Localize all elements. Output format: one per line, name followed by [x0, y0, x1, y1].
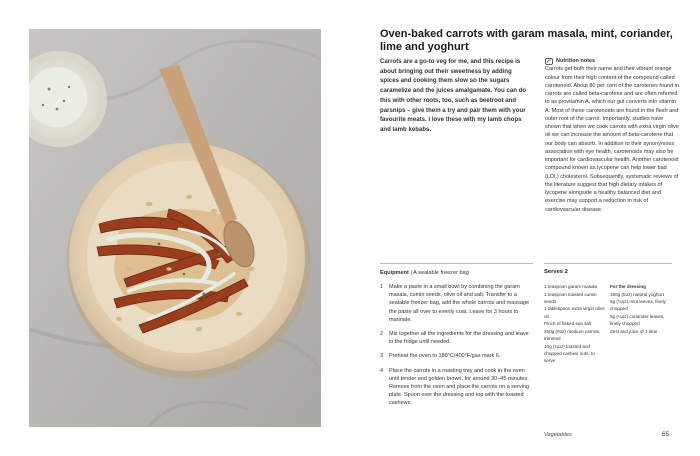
recipe-title: Oven-baked carrots with garam masala, mint, coriander, lime and yoghurt	[380, 28, 673, 53]
step-number: 1	[380, 284, 384, 290]
ingredient-item: 10g (¼oz) toasted and chopped cashew nuts, to serve	[544, 343, 595, 363]
section-label: Vegetables	[544, 432, 572, 438]
nutrition-heading-row	[545, 57, 680, 65]
ingredient-item: 1 teaspoon garam masala	[544, 284, 598, 289]
step-number: 2	[380, 331, 384, 338]
ingredients-main	[544, 283, 606, 365]
method-step	[380, 330, 530, 346]
divider-method	[380, 263, 533, 264]
step-text: Preheat the oven to 180°C/400°F/gas mark 6.	[389, 353, 501, 360]
step-number: 3	[380, 353, 384, 360]
ingredient-item: Zest and juice of 1 lime	[610, 328, 658, 334]
equipment-text: A sealable freezer bag	[413, 270, 469, 276]
equipment-line	[380, 269, 530, 277]
step-text: Mix together all the ingredients for the dressing and leave in the fridge until needed.	[389, 331, 529, 346]
ingredient-item: 150g (5oz) natural yoghurt	[610, 291, 664, 297]
method-step	[380, 367, 530, 408]
dressing-heading: For the dressing	[610, 284, 646, 289]
ingredients-dressing	[610, 283, 672, 336]
ingredient-item: 1 tablespoon extra virgin olive oil	[544, 306, 605, 319]
ingredient-item: 250g (9oz) medium carrots, trimmed	[544, 328, 601, 342]
ingredient-item: 5g (¼oz) mint leaves, finely chopped	[610, 299, 666, 312]
leaf-icon	[545, 58, 553, 65]
step-text: Make a paste in a small bowl by combining the garam masala, cumin seeds, olive oil and salt. Transfer to a sealable freezer bag, add the whole carrots and massage the paste all over to evenly coat. Leave for 3 hours to marinate.	[389, 284, 530, 323]
ingredient-item: 5g (¼oz) coriander leaves, finely chopped	[610, 314, 665, 327]
method-step	[380, 352, 530, 360]
nutrition-body: Carrots get both their name and their vibrant orange colour from their high content of the compound called carotenoid. About 80 per cent of the carotenes found in carrots are called beta-carotene and are often referred to as provitamin A, which our gut converts into vitamin A. Most of these carotenoids are found in the flesh and outer root of the carrot. Importantly, studies have shown that when we cook carrots with extra virgin olive oil we can increase the amount of beta-carotene that our body can absorb. In addition to their synonymous association with eye health, carotenoids may also be important for cardiovascular health. Another carotenoid compound known as lycopene can help lower bad (LDL) cholesterol. Subsequently, systematic reviews of the literature suggest that high dietary intakes of lycopene alongside a healthy balanced diet and exercise may support a reduction in risk of cardiovascular disease.	[545, 66, 679, 213]
ingredient-item: Pinch of flaked sea salt	[544, 321, 592, 327]
equipment-label: Equipment	[380, 270, 409, 276]
recipe-intro: Carrots are a go-to veg for me, and this recipe is about bringing out their sweetness by adding spices and cooking them slow so the sugars caramelize and the juices amalgamate. You can do this with other roots, too, such as beetroot and parsnips – give them a try and pair them with your favourite meats. I love these with my lamb chops and lamb kebabs.	[380, 58, 527, 133]
equipment-separator: |	[410, 270, 412, 276]
page-number: 65	[662, 431, 670, 438]
ingredient-item: 1 teaspoon toasted cumin seeds	[544, 291, 597, 304]
nutrition-notes	[545, 57, 680, 214]
nutrition-heading: Nutrition notes	[556, 58, 596, 64]
method-steps	[380, 283, 530, 414]
serves-label: Serves 2	[544, 269, 568, 275]
food-photo	[29, 29, 321, 427]
method-step	[380, 283, 530, 324]
step-text: Place the carrots in a roasting tray and cook in the oven until tender and golden brown, for around 30–45 minutes. Remove from the oven and place the carrots on a serving plate. Spoon over the dressing and top with the toasted cashews.	[389, 367, 530, 407]
step-number: 4	[380, 367, 384, 374]
divider-ingredients	[544, 263, 672, 264]
